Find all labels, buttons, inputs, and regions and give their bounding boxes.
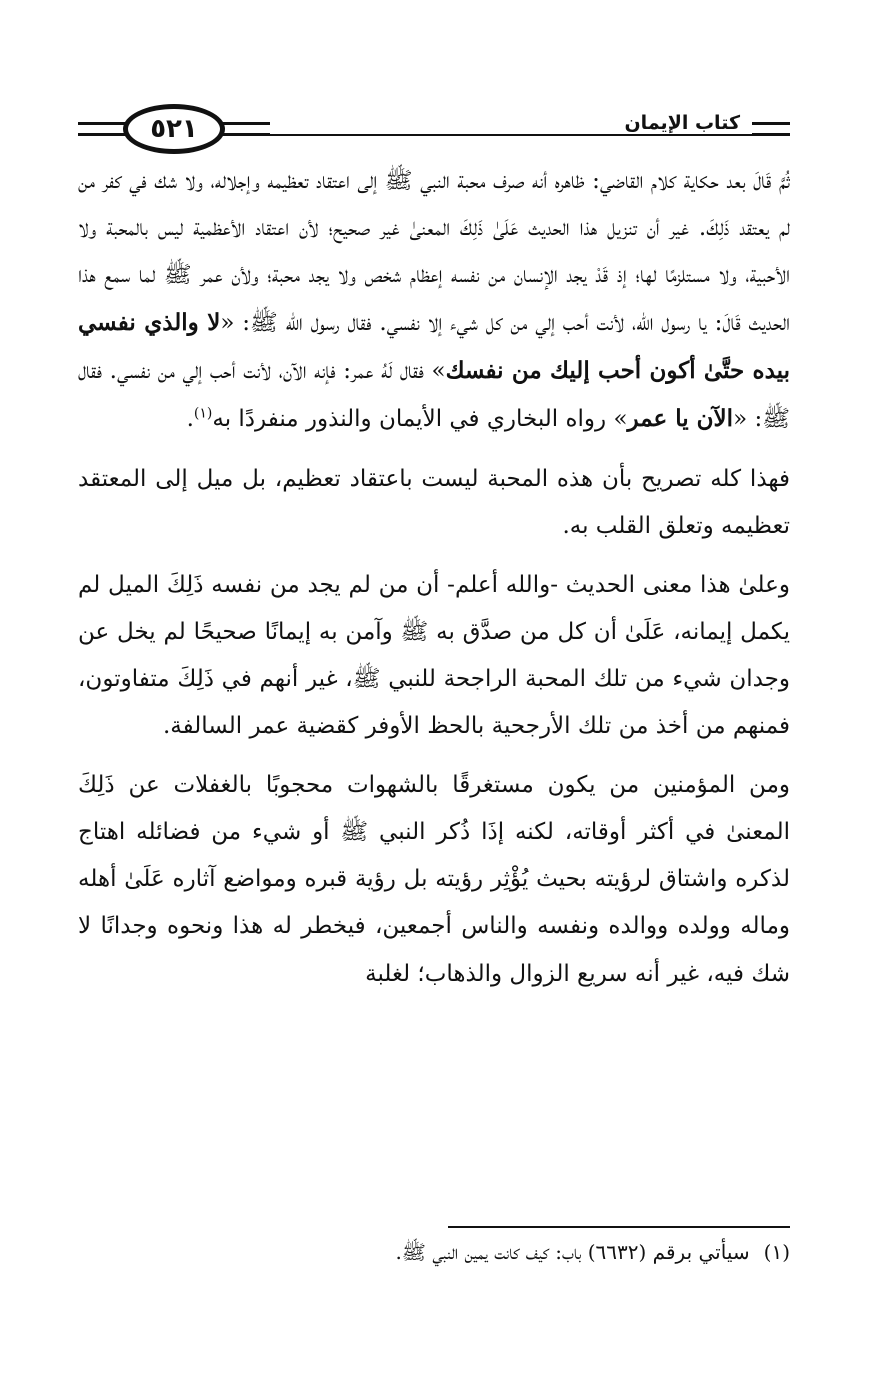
- header-dash-1: [752, 122, 790, 125]
- page-body: [78, 158, 790, 1218]
- footnote-text: سيأتي برقم (٦٦٣٢) باب: كيف كانت يمين النبي ﷺ.: [395, 1240, 750, 1264]
- paragraph-1-text-c: » رواه البخاري في الأيمان والنذور منفردًا به: [212, 406, 628, 433]
- footnote: [395, 1237, 790, 1267]
- page-number: ٥٢١: [150, 114, 198, 144]
- paragraph-1-text-b: » فقال لَهُ عمر: فإنه الآن، لأنت أحب إلي من نفسي. فقال ﷺ: «: [78, 358, 790, 433]
- page-header: [78, 100, 790, 160]
- paragraph-1-text-d: .: [186, 406, 194, 433]
- paragraph-4: ومن المؤمنين من يكون مستغرقًا بالشهوات محجوبًا بالغفلات عن ذَلِكَ المعنىٰ في أكثر أوقاته، لكنه إذَا ذُكر النبي ﷺ أو شيء من فضائله اهتاج لذكره واشتاق لرؤيته بحيث يُؤْثِر رؤيته بل رؤية قبره ومواضع آثاره عَلَىٰ أهله وماله وولده ووالده ونفسه والناس أجمعين، فيخطر له هذا ونحوه وجدانًا لا شك فيه، غير أنه سريع الزوال والذهاب؛ لغلبة: [78, 772, 790, 987]
- footnote-number: (١): [763, 1240, 790, 1264]
- paragraph-2: فهذا كله تصريح بأن هذه المحبة ليست باعتقاد تعظيم، بل ميل إلى المعتقد تعظيمه وتعلق القلب به.: [78, 465, 790, 539]
- paragraph-1-text-a: ثُمَّ قَالَ بعد حكاية كلام القاضي: ظاهره أنه صرف محبة النبي ﷺ إلى اعتقاد تعظيمه وإجلاله، ولا شك في كفر من لم يعتقد ذَلِكَ. غير أن تنزيل هذا الحديث عَلَىٰ ذَلِكَ المعنىٰ غير صحيح؛ لأن اعتقاد الأعظمية ليس بالمحبة ولا الأحبية، ولا مستلزمًا لها؛ إذ قَدْ يجد الإنسان من نفسه إعظام شخص ولا يجد محبة؛ ولأن عمر ﷺ لما سمع هذا الحديث قَالَ: يا رسول الله، لأنت أحب إلي من كل شيء إلا نفسي. فقال رسول الله ﷺ: «: [78, 168, 790, 337]
- hadith-quote-1: لا والذي نفسي بيده حتَّىٰ أكون أحب إليك من نفسك: [78, 309, 790, 385]
- book-title: كتاب الإيمان: [624, 112, 740, 134]
- header-dash-2: [752, 133, 790, 136]
- hadith-quote-2: الآن يا عمر: [627, 405, 734, 433]
- paragraph-1: [78, 158, 790, 444]
- page-number-badge: [123, 104, 225, 154]
- footnote-reference[interactable]: (١): [193, 405, 213, 422]
- paragraph-3: وعلىٰ هذا معنى الحديث -والله أعلم- أن من لم يجد من نفسه ذَلِكَ الميل لم يكمل إيمانه، عَلَىٰ أن كل من صدَّق به ﷺ وآمن به إيمانًا صحيحًا لم يخل عن وجدان شيء من تلك المحبة الراجحة للنبي ﷺ، غير أنهم في ذَلِكَ متفاوتون، فمنهم من أخذ من تلك الأرجحية بالحظ الأوفر كقضية عمر السالفة.: [78, 571, 790, 740]
- footnote-separator: [448, 1226, 790, 1228]
